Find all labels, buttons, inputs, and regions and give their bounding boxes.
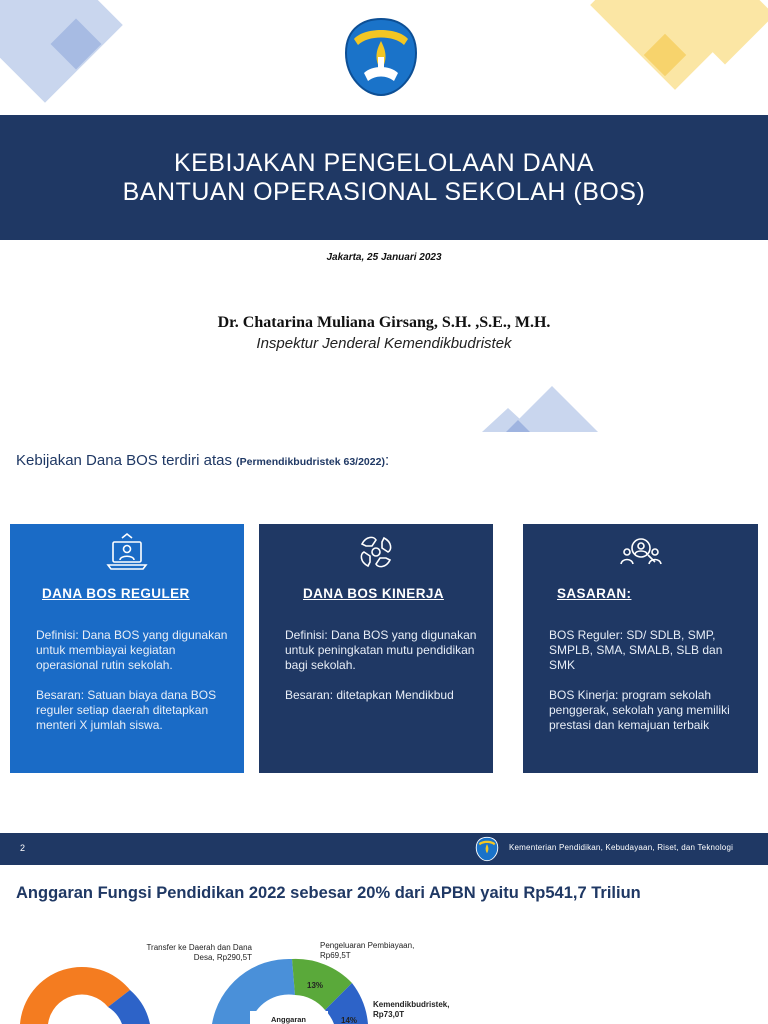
- ministry-name: Kementerian Pendidikan, Kebudayaan, Riset, dan Teknologi: [509, 843, 734, 852]
- policy-colon: :: [384, 452, 390, 469]
- card-body: [549, 628, 748, 748]
- card-body: [36, 628, 234, 748]
- card-title: SASARAN:: [557, 586, 632, 601]
- card-title: DANA BOS REGULER: [42, 586, 190, 601]
- author-role: Inspektur Jenderal Kemendikbudristek: [256, 335, 512, 352]
- page-number: 2: [20, 843, 26, 853]
- laptop-user-icon: [105, 530, 149, 574]
- card-paragraph: Definisi: Dana BOS yang digunakan untuk membiayai kegiatan operasional rutin sekolah.: [36, 628, 228, 672]
- title-line-1: KEBIJAKAN PENGELOLAAN DANA: [173, 148, 595, 177]
- card-paragraph: Besaran: ditetapkan Mendikbud: [285, 688, 454, 702]
- chart-label-pengeluaran: Pengeluaran Pembiayaan, Rp69,5T: [320, 941, 415, 960]
- chart-label-kemendikbud: Kemendikbudristek, Rp73,0T: [373, 1000, 450, 1019]
- footer-logo: [475, 836, 499, 862]
- card-sasaran: [523, 524, 758, 773]
- chart-label-transfer: Transfer ke Daerah dan Dana Desa, Rp290,5T: [146, 943, 252, 962]
- card-bos-reguler: [10, 524, 244, 773]
- policy-heading-text: Kebijakan Dana BOS terdiri atas: [16, 452, 232, 469]
- card-paragraph: BOS Kinerja: program sekolah penggerak, sekolah yang memiliki prestasi dan kemajuan terbaik: [549, 688, 730, 732]
- decorative-triangles: [482, 384, 602, 434]
- chart-slice-label: 13%: [307, 981, 324, 990]
- card-paragraph: Besaran: Satuan biaya dana BOS reguler setiap daerah ditetapkan menteri X jumlah siswa.: [36, 688, 217, 732]
- policy-heading: [16, 452, 389, 469]
- chart-center-label: Anggaran: [271, 1015, 307, 1024]
- card-bos-kinerja: [259, 524, 493, 773]
- tut-wuri-handayani-logo: [342, 17, 420, 97]
- card-paragraph: BOS Reguler: SD/ SDLB, SMP, SMPLB, SMA, SMALB, SLB dan SMK: [549, 628, 723, 672]
- budget-heading: Anggaran Fungsi Pendidikan 2022 sebesar 20% dari APBN yaitu Rp541,7 Triliun: [16, 884, 641, 902]
- card-body: [285, 628, 483, 718]
- target-audience-icon: [619, 530, 663, 574]
- slide-footer: [0, 833, 768, 865]
- presentation-date: Jakarta, 25 Januari 2023: [326, 252, 442, 263]
- donut-1-slice-orange: [20, 967, 130, 1024]
- author-name: Dr. Chatarina Muliana Girsang, S.H. ,S.E., M.H.: [217, 314, 551, 331]
- policy-reference: (Permendikbudristek 63/2022): [236, 456, 385, 468]
- chart-slice-label: 14%: [341, 1016, 358, 1024]
- title-banner: [0, 115, 768, 240]
- hands-teamwork-icon: [354, 530, 398, 574]
- title-line-2: BANTUAN OPERASIONAL SEKOLAH (BOS): [122, 177, 646, 206]
- card-paragraph: Definisi: Dana BOS yang digunakan untuk peningkatan mutu pendidikan bagi sekolah.: [285, 628, 477, 672]
- card-title: DANA BOS KINERJA: [303, 586, 444, 601]
